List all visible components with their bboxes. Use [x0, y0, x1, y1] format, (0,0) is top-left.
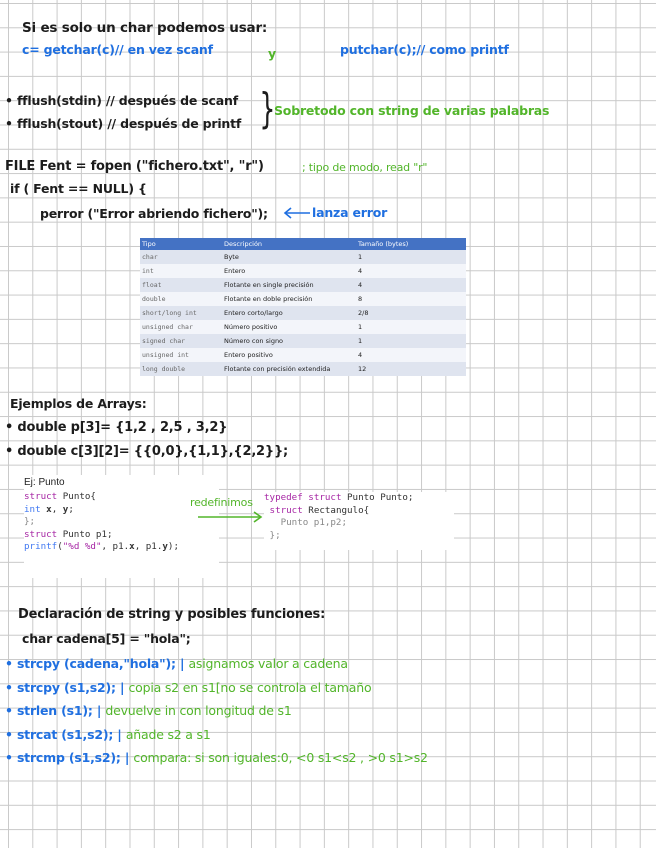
y-conjunction: y [268, 46, 276, 61]
description-cell: Número con signo [222, 334, 356, 348]
code-line: printf("%d %d", p1.x, p1.y); [24, 541, 179, 553]
string-function-description: compara: si son iguales:0, <0 s1<s2 , >0 s1>s2 [133, 750, 428, 765]
code-line: int x, y; [24, 503, 74, 515]
table-row [140, 334, 466, 348]
table-header-tipo: Tipo [140, 238, 222, 250]
fflush-note: Sobretodo con string de varias palabras [274, 103, 550, 118]
table-header-tamano: Tamaño (bytes) [356, 238, 466, 250]
type-cell: char [140, 250, 222, 264]
code-line: Punto p1,p2; [264, 517, 347, 529]
type-cell: long double [140, 362, 222, 376]
brace-icon: } [259, 84, 276, 133]
description-cell: Entero [222, 264, 356, 278]
string-function-item [5, 679, 372, 695]
separator-bar: | [175, 656, 189, 671]
arrays-title: Ejemplos de Arrays: [10, 396, 147, 411]
left-arrow-icon [282, 206, 312, 220]
table-header-descripcion: Descripción [222, 238, 356, 250]
string-function-call: • strlen (s1); [5, 703, 93, 718]
perror-line: perror ("Error abriendo fichero"); [40, 206, 268, 221]
separator-bar: | [120, 750, 134, 765]
table-row [140, 292, 466, 306]
size-cell: 1 [356, 320, 466, 334]
redefinimos-label: redefinimos [190, 496, 253, 509]
description-cell: Número positivo [222, 320, 356, 334]
fflush-stout: • fflush(stout) // después de printf [5, 116, 242, 131]
array-2d: • double c[3][2]= {{0,0},{1,1},{2,2}}; [5, 444, 289, 459]
table-row [140, 348, 466, 362]
getchar-line: c= getchar(c)// en vez scanf [22, 42, 213, 57]
type-cell: signed char [140, 334, 222, 348]
typedef-rectangulo-code [264, 492, 454, 550]
description-cell: Entero corto/largo [222, 306, 356, 320]
type-cell: float [140, 278, 222, 292]
size-cell: 2/8 [356, 306, 466, 320]
string-function-item [5, 752, 428, 765]
string-function-item [5, 658, 348, 671]
string-function-item [5, 726, 211, 742]
description-cell: Flotante con precisión extendida [222, 362, 356, 376]
string-declaration: char cadena[5] = "hola"; [22, 631, 191, 646]
getchar-title: Si es solo un char podemos usar: [22, 20, 268, 36]
type-cell: unsigned int [140, 348, 222, 362]
code-line: struct Punto{ [24, 491, 96, 502]
description-cell: Byte [222, 250, 356, 264]
string-function-description: añade s2 a s1 [125, 726, 211, 742]
code-line: }; [24, 516, 36, 528]
string-function-item [5, 705, 292, 718]
size-cell: 1 [356, 334, 466, 348]
fopen-line: FILE Fent = fopen ("fichero.txt", "r") [5, 159, 264, 174]
table-row [140, 264, 466, 278]
string-function-description: devuelve in con longitud de s1 [105, 703, 292, 718]
string-function-description: asignamos valor a cadena [188, 656, 348, 671]
putchar-line: putchar(c);// como printf [340, 42, 509, 57]
fflush-stdin: • fflush(stdin) // después de scanf [5, 93, 238, 108]
code-line: }; [264, 529, 281, 541]
string-function-call: • strcat (s1,s2); [5, 726, 114, 742]
table-row [140, 250, 466, 264]
strings-title: Declaración de string y posibles funciones: [18, 607, 326, 622]
if-null-line: if ( Fent == NULL) { [10, 181, 147, 196]
array-1d: • double p[3]= {1,2 , 2,5 , 3,2} [5, 420, 228, 435]
table-row [140, 306, 466, 320]
separator-bar: | [92, 703, 106, 718]
struct-example-label: Ej: Punto [24, 477, 65, 488]
description-cell: Entero positivo [222, 348, 356, 362]
size-cell: 12 [356, 362, 466, 376]
string-function-call: • strcpy (cadena,"hola"); [5, 656, 176, 671]
code-line: struct Rectangulo{ [269, 504, 370, 516]
string-function-call: • strcpy (s1,s2); [5, 679, 116, 695]
perror-note: lanza error [312, 205, 388, 220]
code-line: struct Punto p1; [24, 528, 113, 540]
table-row [140, 362, 466, 376]
code-line: typedef struct Punto Punto; [264, 492, 414, 503]
description-cell: Flotante en single precisión [222, 278, 356, 292]
size-cell: 8 [356, 292, 466, 306]
type-cell: short/long int [140, 306, 222, 320]
right-arrow-icon [196, 509, 266, 523]
size-cell: 4 [356, 264, 466, 278]
struct-punto-code [24, 475, 219, 578]
string-function-call: • strcmp (s1,s2); [5, 750, 121, 765]
table-row [140, 278, 466, 292]
types-table [140, 238, 466, 376]
separator-bar: | [115, 679, 129, 695]
size-cell: 1 [356, 250, 466, 264]
description-cell: Flotante en doble precisión [222, 292, 356, 306]
size-cell: 4 [356, 278, 466, 292]
type-cell: double [140, 292, 222, 306]
table-row [140, 320, 466, 334]
type-cell: unsigned char [140, 320, 222, 334]
fopen-mode-note: ; tipo de modo, read "r" [302, 161, 428, 174]
type-cell: int [140, 264, 222, 278]
separator-bar: | [113, 726, 126, 742]
size-cell: 4 [356, 348, 466, 362]
string-function-description: copia s2 en s1[no se controla el tamaño [128, 679, 372, 695]
